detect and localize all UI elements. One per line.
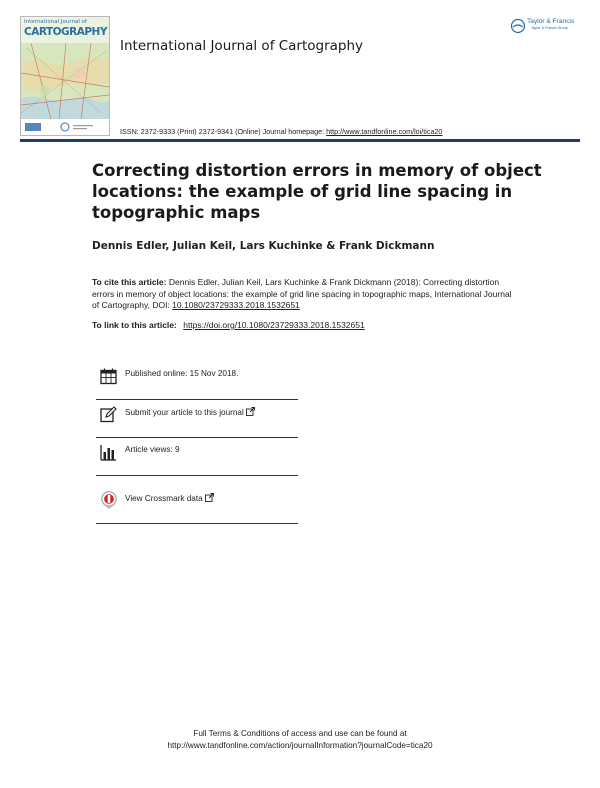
- edit-icon: [100, 406, 117, 423]
- citation-label: To cite this article:: [92, 277, 167, 287]
- info-row-published: [96, 362, 298, 400]
- footer-terms-link[interactable]: http://www.tandfonline.com/action/journalInformation?journalCode=tica20: [167, 740, 433, 750]
- cover-journal-big: CARTOGRAPHY: [24, 26, 107, 38]
- article-title: Correcting distortion errors in memory of object locations: the example of grid line spacing in topographic maps: [92, 161, 542, 222]
- bar-chart-icon: [100, 444, 117, 461]
- crossmark-icon: [100, 490, 118, 510]
- external-link-icon: [246, 407, 255, 416]
- issn-text: ISSN: 2372-9333 (Print) 2372-9341 (Online) Journal homepage:: [120, 127, 327, 136]
- info-row-crossmark[interactable]: [96, 486, 298, 524]
- crossmark-link[interactable]: [125, 493, 214, 503]
- publisher-logo-icon: [510, 18, 526, 34]
- calendar-icon: [100, 368, 117, 385]
- cover-journal-small: International Journal of: [24, 19, 87, 25]
- citation-doi-link[interactable]: 10.1080/23729333.2018.1532651: [172, 300, 300, 310]
- publisher-logo[interactable]: [510, 17, 582, 35]
- footer: [0, 728, 600, 751]
- article-doi-link[interactable]: https://doi.org/10.1080/23729333.2018.1532651: [183, 320, 365, 330]
- header-rule: [20, 139, 580, 142]
- article-link-label: To link to this article:: [92, 320, 180, 330]
- issn-line: [120, 127, 442, 136]
- article-authors: Dennis Edler, Julian Keil, Lars Kuchinke & Frank Dickmann: [92, 240, 435, 252]
- citation-block: [92, 277, 512, 312]
- external-link-icon: [205, 493, 214, 502]
- article-link-line: [92, 320, 365, 330]
- publisher-logo-text: Taylor & Francis: [527, 18, 575, 25]
- journal-title: International Journal of Cartography: [120, 38, 364, 54]
- footer-terms-text: Full Terms & Conditions of access and use can be found at: [193, 729, 407, 738]
- article-views-text: Article views: 9: [125, 445, 180, 454]
- row-divider: [96, 475, 298, 476]
- row-divider: [96, 523, 298, 524]
- submit-article-link[interactable]: [125, 407, 255, 417]
- submit-article-text: Submit your article to this journal: [125, 408, 244, 417]
- crossmark-text: View Crossmark data: [125, 494, 203, 503]
- cover-map-image: [21, 43, 109, 119]
- publisher-logo-sub: Taylor & Francis Group: [531, 26, 568, 30]
- cover-footer: [21, 119, 109, 135]
- info-row-submit[interactable]: [96, 400, 298, 438]
- journal-cover-thumbnail: [20, 16, 110, 136]
- citation-text: Dennis Edler, Julian Keil, Lars Kuchinke & Frank Dickmann (2018): Correcting distortion errors in memory of object locations: the example of grid line spacing in topographic maps, International Journal of Cartography, DOI:: [92, 277, 512, 310]
- published-date-text: Published online: 15 Nov 2018.: [125, 369, 239, 378]
- journal-homepage-link[interactable]: http://www.tandfonline.com/loi/tica20: [326, 127, 443, 136]
- info-row-views: [96, 438, 298, 476]
